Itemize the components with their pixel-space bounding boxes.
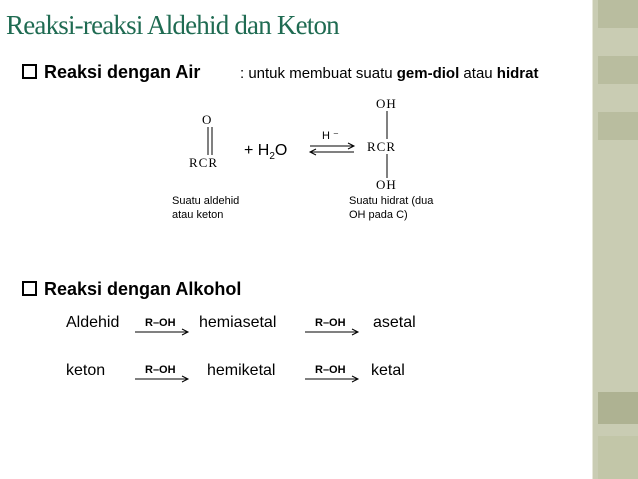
side-panel-block: [598, 436, 638, 479]
row2-reagent1: R–OH: [145, 364, 176, 376]
description-text: atau: [459, 65, 497, 82]
section-alcohol-heading: Reaksi dengan Alkohol: [44, 279, 242, 299]
checkbox-bullet-icon: [22, 64, 37, 79]
arrow-right-icon: [304, 328, 360, 336]
section-water-heading: Reaksi dengan Air: [44, 62, 201, 82]
arrow-right-icon: [304, 375, 360, 383]
reactant-label-line2: atau keton: [172, 209, 224, 221]
section-water-bullet: [22, 62, 200, 83]
reactant-chain: RCR: [189, 155, 219, 170]
section-water-description: [240, 65, 592, 82]
equilibrium-arrow-icon: [308, 142, 356, 156]
water-prefix: + H: [244, 142, 270, 159]
row1-reagent2: R–OH: [315, 317, 346, 329]
arrow-right-icon: [134, 375, 190, 383]
water-subscript: 2: [269, 151, 275, 163]
product-label-line2: OH pada C): [349, 209, 408, 221]
section-alcohol-bullet: [22, 279, 241, 300]
row2-reagent2: R–OH: [315, 364, 346, 376]
row1-reagent1: R–OH: [145, 317, 176, 329]
double-bond-icon: [204, 127, 216, 155]
row2-end: ketal: [371, 362, 405, 379]
side-panel-block: [598, 0, 638, 28]
catalyst-label: H ⁻: [322, 130, 339, 142]
product-top-hydroxyl: OH: [376, 96, 397, 111]
side-panel-block: [598, 392, 638, 424]
side-panel-block: [598, 112, 638, 140]
single-bond-icon: [383, 154, 391, 178]
product-bottom-hydroxyl: OH: [376, 177, 397, 192]
checkbox-bullet-icon: [22, 281, 37, 296]
side-panel-block: [598, 56, 638, 84]
reactant-label-line1: Suatu aldehid: [172, 195, 240, 207]
hidrat-term: hidrat: [496, 65, 539, 82]
product-chain: RCR: [367, 139, 397, 154]
row1-middle: hemiasetal: [199, 314, 277, 331]
product-label-line1: Suatu hidrat (dua: [349, 195, 434, 207]
arrow-right-icon: [134, 328, 190, 336]
water-suffix: O: [274, 142, 288, 159]
gem-diol-term: gem-diol: [396, 65, 460, 82]
row2-middle: hemiketal: [207, 362, 276, 379]
row2-start: keton: [66, 362, 106, 379]
description-text: : untuk membuat suatu: [240, 65, 397, 82]
carbonyl-oxygen: O: [202, 112, 213, 127]
single-bond-icon: [383, 111, 391, 139]
row1-end: asetal: [373, 314, 416, 331]
water-formula: [244, 142, 287, 162]
slide-title: Reaksi-reaksi Aldehid dan Keton: [6, 10, 339, 40]
row1-start: Aldehid: [66, 314, 120, 331]
